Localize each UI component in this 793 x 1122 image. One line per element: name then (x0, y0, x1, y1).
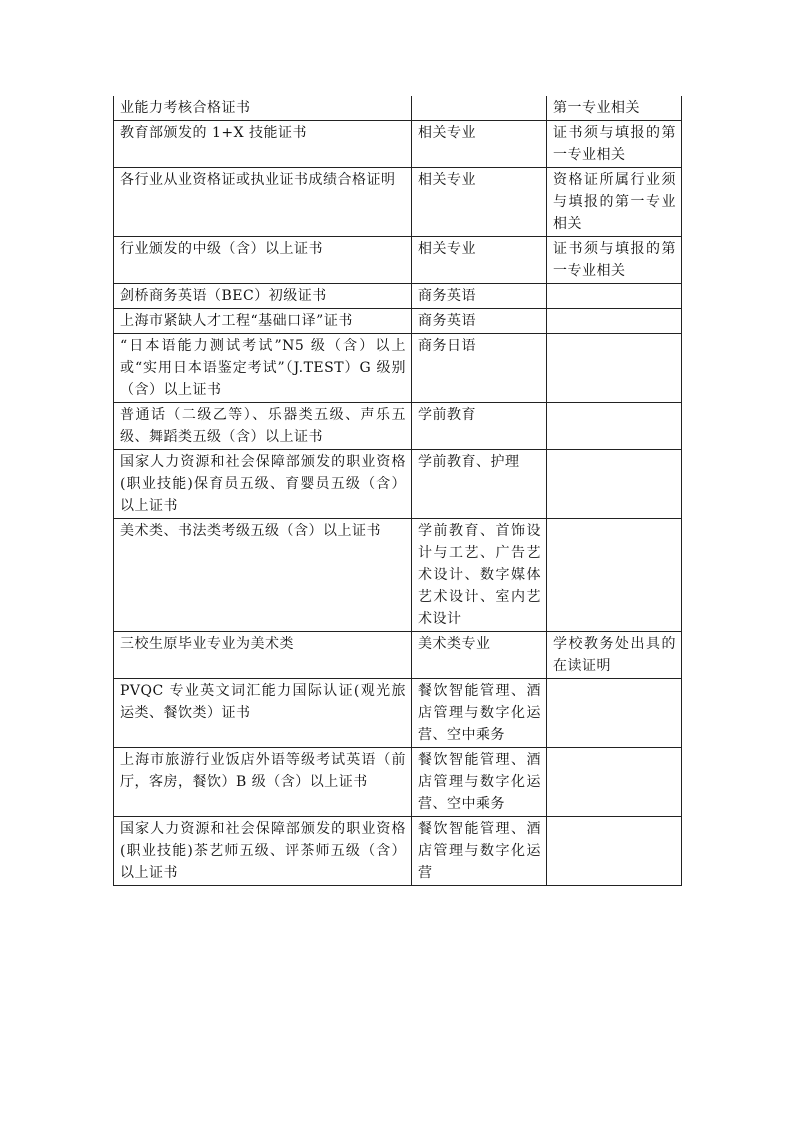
major-cell: 相关专业 (412, 121, 547, 168)
certificate-cell: PVQC 专业英文词汇能力国际认证(观光旅运类、餐饮类）证书 (114, 679, 412, 748)
certificate-cell: 三校生原毕业专业为美术类 (114, 632, 412, 679)
certificate-cell: 美术类、书法类考级五级（含）以上证书 (114, 519, 412, 632)
note-cell (547, 403, 682, 450)
certificate-cell: 剑桥商务英语（BEC）初级证书 (114, 284, 412, 309)
certificate-cell: 业能力考核合格证书 (114, 96, 412, 121)
major-cell: 美术类专业 (412, 632, 547, 679)
table-row (114, 632, 682, 679)
table-row (114, 403, 682, 450)
note-cell: 资格证所属行业须与填报的第一专业相关 (547, 168, 682, 237)
certificate-cell: 教育部颁发的 1+X 技能证书 (114, 121, 412, 168)
table-row (114, 284, 682, 309)
note-cell: 证书须与填报的第一专业相关 (547, 237, 682, 284)
table-row (114, 168, 682, 237)
note-cell (547, 284, 682, 309)
note-cell: 学校教务处出具的在读证明 (547, 632, 682, 679)
major-cell: 商务日语 (412, 334, 547, 403)
major-cell: 学前教育、护理 (412, 450, 547, 519)
certificate-cell: 行业颁发的中级（含）以上证书 (114, 237, 412, 284)
major-cell: 餐饮智能管理、酒店管理与数字化运营、空中乘务 (412, 679, 547, 748)
table-row (114, 334, 682, 403)
note-cell (547, 817, 682, 886)
table-row (114, 817, 682, 886)
table-row (114, 679, 682, 748)
certificate-cell: 国家人力资源和社会保障部颁发的职业资格(职业技能)保育员五级、育婴员五级（含）以上证书 (114, 450, 412, 519)
certificate-cell: 国家人力资源和社会保障部颁发的职业资格(职业技能)茶艺师五级、评茶师五级（含）以上证书 (114, 817, 412, 886)
certificate-cell: 普通话（二级乙等）、乐器类五级、声乐五级、舞蹈类五级（含）以上证书 (114, 403, 412, 450)
certificate-table (113, 96, 682, 886)
note-cell (547, 519, 682, 632)
certificate-cell: 上海市紧缺人才工程“基础口译”证书 (114, 309, 412, 334)
table-row (114, 748, 682, 817)
major-cell: 商务英语 (412, 309, 547, 334)
major-cell (412, 96, 547, 121)
certificate-table-body (114, 96, 682, 886)
certificate-cell: 各行业从业资格证或执业证书成绩合格证明 (114, 168, 412, 237)
note-cell (547, 309, 682, 334)
note-cell (547, 748, 682, 817)
table-row (114, 450, 682, 519)
major-cell: 商务英语 (412, 284, 547, 309)
table-row (114, 519, 682, 632)
major-cell: 餐饮智能管理、酒店管理与数字化运营、空中乘务 (412, 748, 547, 817)
certificate-cell: 上海市旅游行业饭店外语等级考试英语（前厅，客房，餐饮）B 级（含）以上证书 (114, 748, 412, 817)
major-cell: 学前教育、首饰设计与工艺、广告艺术设计、数字媒体艺术设计、室内艺术设计 (412, 519, 547, 632)
note-cell: 第一专业相关 (547, 96, 682, 121)
table-row (114, 121, 682, 168)
table-row (114, 237, 682, 284)
major-cell: 餐饮智能管理、酒店管理与数字化运营 (412, 817, 547, 886)
table-row (114, 309, 682, 334)
major-cell: 相关专业 (412, 237, 547, 284)
major-cell: 学前教育 (412, 403, 547, 450)
note-cell: 证书须与填报的第一专业相关 (547, 121, 682, 168)
note-cell (547, 334, 682, 403)
major-cell: 相关专业 (412, 168, 547, 237)
table-row (114, 96, 682, 121)
note-cell (547, 679, 682, 748)
certificate-cell: “日本语能力测试考试”N5 级（含）以上或“实用日本语鉴定考试”（J.TEST）G 级别（含）以上证书 (114, 334, 412, 403)
note-cell (547, 450, 682, 519)
